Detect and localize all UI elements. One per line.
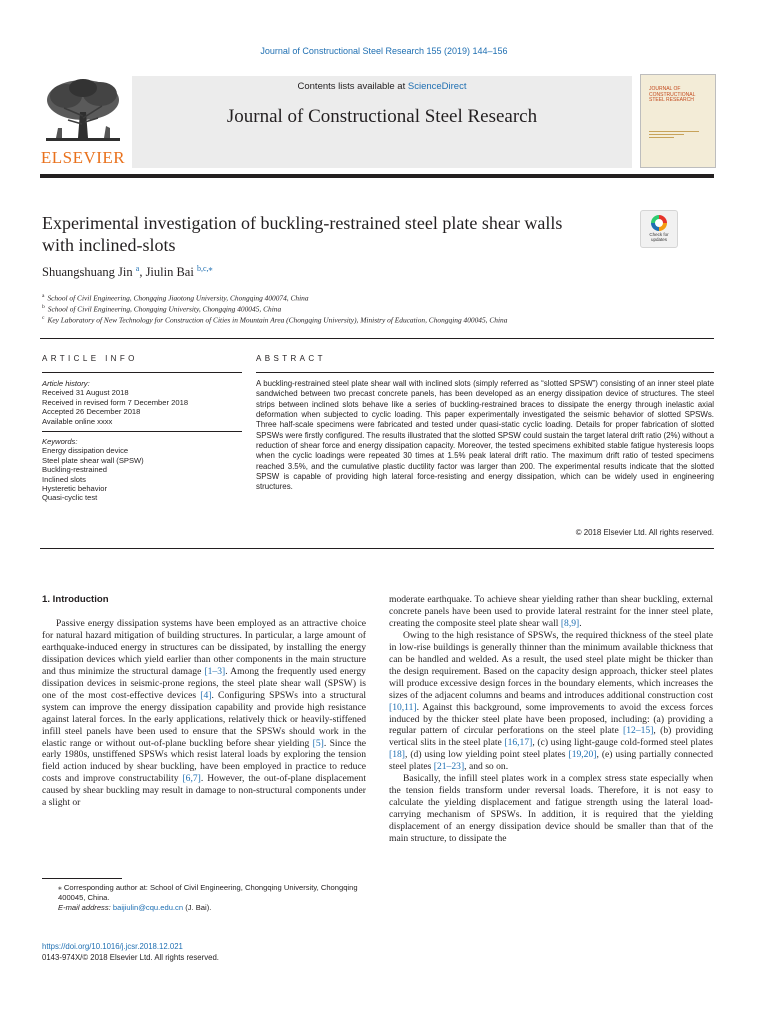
text-run: . Among the frequently used energy dissipation devices in seismic-prone regions, the steel plate shear wall (SPSW) is one of the most cost-effective devices	[42, 665, 366, 701]
affiliation-divider	[40, 338, 714, 339]
text-run: Owing to the high resistance of SPSWs, the required thickness of the steel plate in low-rise buildings is generally thinner than the minimum available thickness that can be handled and welded. As a result, the used steel plate might be thicker than the design requirement. Based on the capacity design approach, thicker steel plates will produce excessive design forces in the boundary elements, which increases the sizes of the adjacent columns and beams and introduces additional construction cost	[389, 629, 713, 701]
issn-copyright: 0143-974X/© 2018 Elsevier Ltd. All rights reserved.	[42, 953, 219, 962]
history-item: Available online xxxx	[42, 416, 113, 426]
contents-availability	[132, 81, 632, 92]
citation-link[interactable]: [4]	[200, 689, 212, 701]
article-info	[42, 379, 242, 503]
author-name[interactable]: Jiulin Bai	[145, 265, 194, 280]
citation-link[interactable]: [10,11]	[389, 701, 417, 713]
article-title-line-2: with inclined-slots	[42, 235, 176, 255]
email-link[interactable]: baijiulin@cqu.edu.cn	[112, 903, 184, 912]
text-run: moderate earthquake. To achieve shear yielding rather than shear buckling, external concrete panels have been used to provide lateral restraint for the inner steel plate, creating the composite steel plate shear wall	[389, 594, 713, 629]
article-history-header: Article history:	[42, 379, 90, 388]
keyword-item: Steel plate shear wall (SPSW)	[42, 455, 144, 465]
affiliation-text: School of Civil Engineering, Chongqing University, Chongqing 400045, China	[47, 304, 282, 314]
keyword-item: Energy dissipation device	[42, 446, 129, 456]
journal-title[interactable]: Journal of Constructional Steel Research	[226, 106, 538, 127]
citation-link[interactable]: [21–23]	[433, 761, 465, 773]
citation-link[interactable]: [1–3]	[204, 665, 226, 677]
doi-link[interactable]: https://doi.org/10.1016/j.jcsr.2018.12.021	[42, 942, 183, 951]
article-title	[42, 212, 622, 256]
keyword-item: Quasi-cyclic test	[42, 493, 98, 503]
contents-prefix: Contents lists available at	[297, 81, 408, 92]
journal-banner	[132, 76, 632, 168]
elsevier-tree-icon	[40, 76, 126, 146]
check-for-updates-label: Check for updates	[649, 232, 669, 242]
author-affiliation-ref[interactable]: b,c,⁎	[196, 264, 213, 273]
paragraph	[389, 630, 713, 773]
elsevier-logo	[40, 76, 126, 168]
affiliation-c	[42, 315, 507, 324]
citation-link[interactable]: [8,9]	[560, 617, 580, 629]
text-run: . Configuring SPSWs into a structural system can improve the energy dissipation capability and provide high resistance against lateral forces. In the early applications, relatively thick or heavily-stiffened infill steel panels have been used to ensure that the SPSWs should work in the elastic range or without out-of-plane buckling before shear yielding	[42, 689, 367, 749]
text-run: , (c) using light-gauge cold-formed steel plates	[532, 737, 713, 749]
text-run: , (e) using partially connected steel plates	[389, 749, 713, 773]
author-separator: ,	[139, 265, 146, 280]
history-item: Received 31 August 2018	[42, 388, 129, 398]
affiliation-a	[42, 293, 309, 302]
article-info-heading: ARTICLE INFO	[42, 354, 138, 363]
affiliation-text: Key Laboratory of New Technology for Construction of Cities in Mountain Area (Chongqing University), Ministry of Education, Chongqing 400045, China	[47, 315, 508, 325]
body-column-left	[42, 618, 366, 809]
paragraph	[42, 618, 366, 809]
affiliation-b	[42, 304, 281, 313]
author-list	[42, 264, 213, 280]
info-divider	[42, 431, 242, 432]
abstract-rule	[256, 372, 714, 373]
header-divider	[40, 174, 714, 178]
email-label: E-mail address:	[58, 903, 113, 912]
abstract-text: A buckling-restrained steel plate shear wall with inclined slots (simply referred as “slotted SPSW”) consisting of an inner steel plate sandwiched between two precast concrete panels, has been developed as an energy dissipation device of structures. The steel strips between inclined slots behave like a series of buckling-restrained braces to dissipate the energy through inelastic axial deformation when subjected to cyclic loading. This paper experimentally investigated the seismic behavior of slotted SPSWs. Three half-scale specimens were fabricated and tested under quasi-static cyclic loading. Details for proper fabrication of slotted SPSWs were firstly configured. The results illustrated that the slotted SPSW could sustain the target lateral drift ratio (2%) without a reduction of shear force and energy dissipation capacity. Moreover, the tested specimens exhibited stable fatigue hysteresis loops when the cyclic loadings were repeated 30 times at 1.5% peak lateral drift ratio. The maximum drift ratio of tested specimens reached 3.5%, and the cumulative plastic ductility factor was larger than 200. The experimental results indicate that the slotted SPSW is capable of providing high lateral force-resisting and energy dissipation, which can be widely used in engineering structures.	[256, 379, 714, 492]
body-column-right	[389, 594, 713, 845]
journal-reference-link[interactable]: Journal of Constructional Steel Research 155 (2019) 144–156	[260, 46, 508, 56]
keyword-item: Buckling-restrained	[42, 465, 107, 475]
check-for-updates-button[interactable]	[640, 210, 678, 248]
article-title-line-1: Experimental investigation of buckling-restrained steel plate shear walls	[42, 213, 563, 233]
history-item: Accepted 26 December 2018	[42, 407, 141, 417]
text-run: . Against this background, some improvements to avoid the excess forces induced by the thicker steel plate have been proposed, including: (a) providing a regular pattern of circular perforations on the steel plate	[389, 701, 713, 737]
text-run: Passive energy dissipation systems have been employed as an attractive choice for natural hazard mitigation of building structures. In particular, a large amount of earthquake-induced energy in structures can be dissipated, by installing the energy dissipation devices which yield earlier than other components in the main structure and thus minimize the structural damage	[42, 618, 366, 677]
publisher-name: ELSEVIER	[40, 148, 126, 167]
history-item: Received in revised form 7 December 2018	[42, 397, 189, 407]
keyword-item: Inclined slots	[42, 474, 86, 484]
citation-link[interactable]: [6,7]	[182, 773, 201, 785]
citation-link[interactable]: [19,20]	[568, 749, 597, 761]
abstract-copyright: © 2018 Elsevier Ltd. All rights reserved.	[575, 528, 714, 537]
paragraph: Basically, the infill steel plates work in a complex stress state especially when the tension fields transform under reversal loads. Therefore, it is not easy to calculate the yielding displacement and fatigue strength using the lateral load-carrying mechanism of SPSWs. In addition, it is required that the yielding displacement of an energy dissipation device should be smaller than that of the main structure, to dissipate the	[389, 773, 713, 845]
footnote	[42, 883, 372, 913]
journal-cover-thumbnail[interactable]	[640, 74, 716, 168]
citation-link[interactable]: [12–15]	[623, 725, 654, 737]
cover-decoration	[649, 131, 699, 138]
text-run: . However, the out-of-plane displacement caused by shear buckling may result in damage to non-structural components under a slight or	[42, 773, 366, 809]
footnote-rule	[42, 878, 122, 879]
sciencedirect-link[interactable]: ScienceDirect	[407, 81, 467, 92]
citation-link[interactable]: [5]	[312, 737, 324, 749]
crossmark-icon	[651, 215, 667, 231]
author-name[interactable]: Shuangshuang Jin	[42, 265, 133, 280]
text-run: , (b) providing vertical slits in the steel plate	[389, 725, 713, 749]
affiliation-marker: c	[42, 315, 45, 321]
text-run: . Since the early 1980s, unstiffened SPSWs which resist lateral loads by exploring the tension field action induced by shear buckling, have been employed in practice to reduce costs and improve constructability	[42, 737, 367, 785]
keywords-header: Keywords:	[42, 437, 78, 447]
abstract-divider	[40, 548, 714, 549]
email-suffix: (J. Bai).	[183, 903, 212, 912]
text-run: .	[579, 617, 582, 629]
affiliation-text: School of Civil Engineering, Chongqing Jiaotong University, Chongqing 400074, China	[47, 293, 309, 303]
affiliation-marker: b	[42, 304, 45, 310]
doi-block	[42, 941, 219, 963]
keyword-item: Hysteretic behavior	[42, 484, 107, 494]
email-line	[42, 903, 372, 913]
cover-journal-title: JOURNAL OF CONSTRUCTIONAL STEEL RESEARCH	[649, 86, 696, 104]
citation-link[interactable]: [16,17]	[504, 737, 533, 749]
affiliation-marker: a	[42, 293, 45, 299]
abstract-heading: ABSTRACT	[256, 354, 326, 363]
text-run: , (d) using low yielding point steel plates	[404, 749, 569, 761]
paragraph	[389, 594, 713, 630]
citation-link[interactable]: [18]	[389, 749, 405, 761]
corresponding-author-note: ⁎ Corresponding author at: School of Civil Engineering, Chongqing University, Chongqing 400045, China.	[58, 883, 358, 902]
author-affiliation-ref[interactable]: a	[135, 264, 140, 273]
article-info-rule	[42, 372, 242, 373]
section-heading-introduction: 1. Introduction	[42, 594, 109, 605]
text-run: , and so on.	[464, 761, 509, 773]
